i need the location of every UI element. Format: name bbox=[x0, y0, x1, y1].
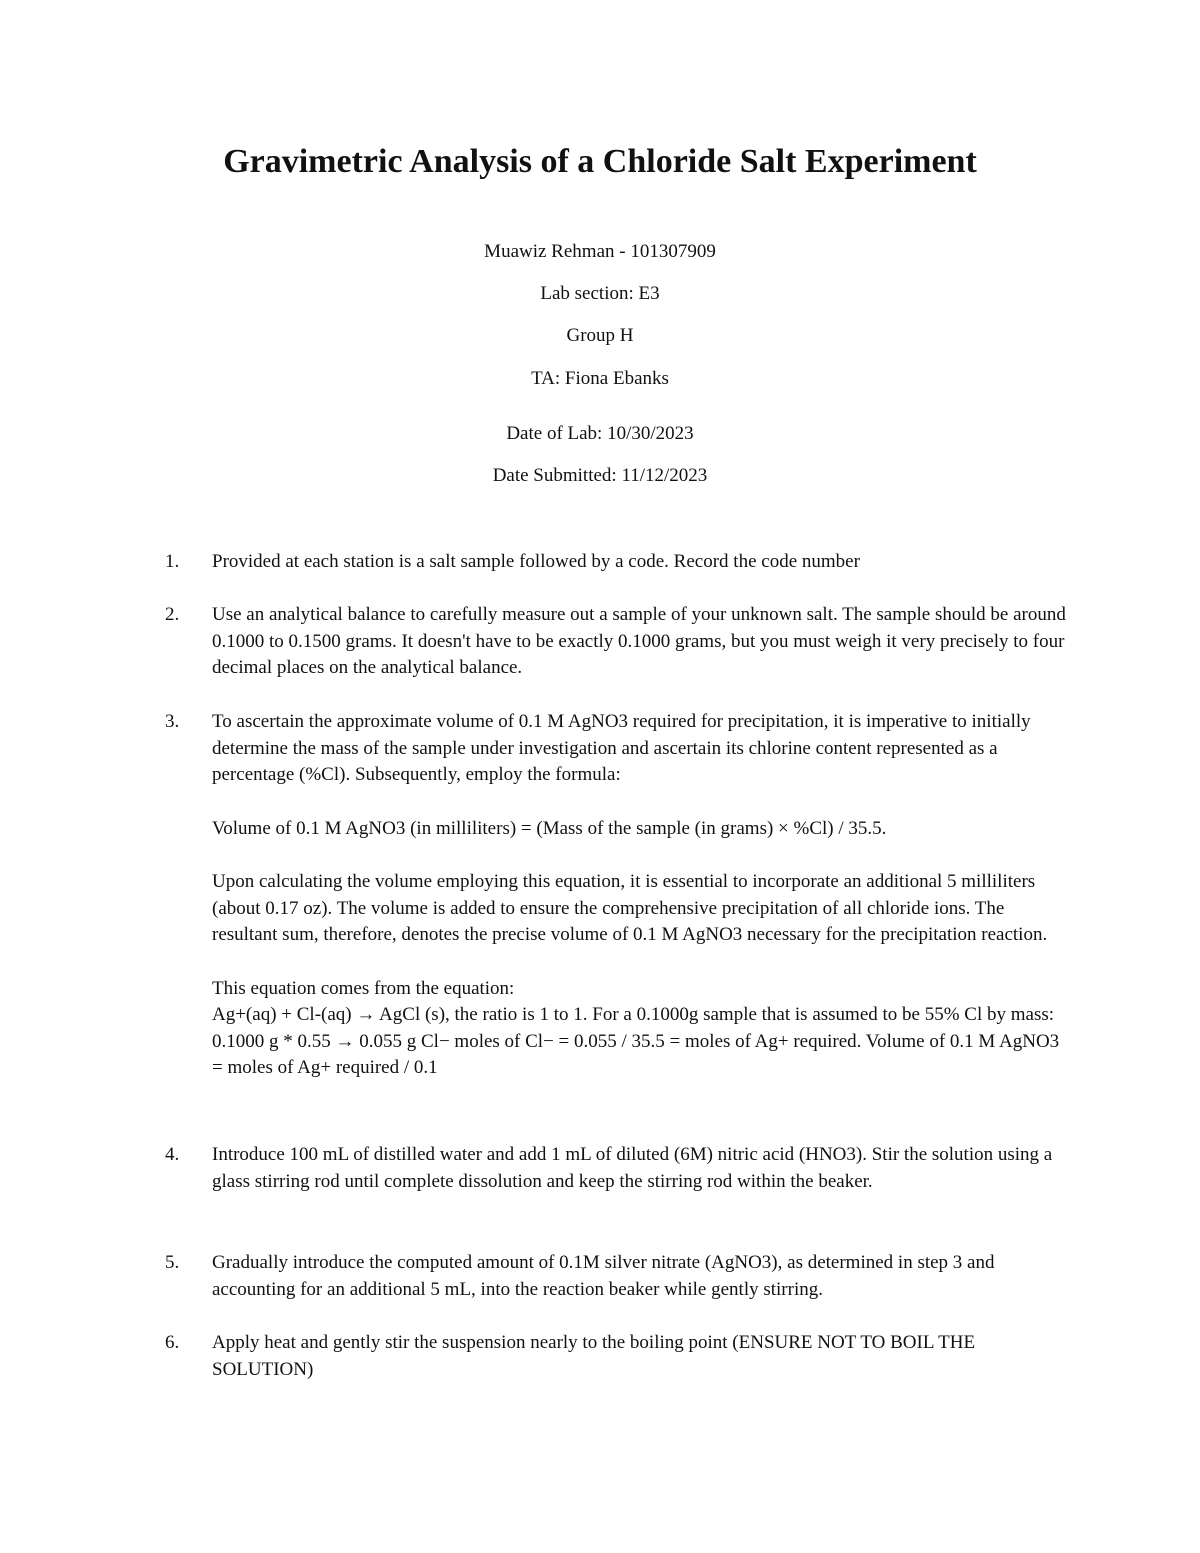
step-text: Provided at each station is a salt sample followed by a code. Record the code number bbox=[212, 551, 860, 572]
document-title: Gravimetric Analysis of a Chloride Salt Experiment bbox=[223, 143, 977, 180]
equation-derivation: Ag+(aq) + Cl-(aq) → AgCl (s), the ratio is 1 to 1. For a 0.1000g sample that is assumed to be 55% Cl by mass: 0.1000 g * 0.55 → 0.055 g Cl− moles of Cl− = 0.055 / 35.5 = moles of Ag+ required. Volume of 0.1 M AgNO3 = moles of Ag+ required / 0.1 bbox=[212, 1004, 1060, 1078]
step-number: 2. bbox=[165, 604, 180, 625]
date-submitted-line: Date Submitted: 11/12/2023 bbox=[492, 465, 708, 486]
ta-line: TA: Fiona Ebanks bbox=[531, 368, 669, 389]
step-text: Introduce 100 mL of distilled water and add 1 mL of diluted (6M) nitric acid (HNO3). Stir the solution using a glass stirring rod until complete dissolution and keep the stirring rod within the beaker. bbox=[212, 1144, 1053, 1192]
lab-section-line: Lab section: E3 bbox=[540, 283, 660, 304]
date-of-lab-line: Date of Lab: 10/30/2023 bbox=[506, 423, 694, 444]
group-line: Group H bbox=[566, 325, 634, 346]
step-number: 4. bbox=[165, 1144, 180, 1165]
step-text: Gradually introduce the computed amount of 0.1M silver nitrate (AgNO3), as determined in step 3 and accounting for an additional 5 mL, into the reaction beaker while gently stirring. bbox=[212, 1252, 995, 1300]
step-text: Upon calculating the volume employing this equation, it is essential to incorporate an additional 5 milliliters (about 0.17 oz). The volume is added to ensure the comprehensive precipitation of all chloride ions. The resultant sum, therefore, denotes the precise volume of 0.1 M AgNO3 necessary for the precipitation reaction. bbox=[212, 871, 1048, 945]
step-number: 1. bbox=[165, 551, 180, 572]
step-number: 5. bbox=[165, 1252, 180, 1273]
equation-intro: This equation comes from the equation: bbox=[212, 977, 515, 999]
volume-formula: Volume of 0.1 M AgNO3 (in milliliters) = (Mass of the sample (in grams) × %Cl) / 35.5. bbox=[212, 817, 887, 839]
step-number: 3. bbox=[165, 711, 180, 732]
author-line: Muawiz Rehman - 101307909 bbox=[484, 241, 716, 262]
step-text: To ascertain the approximate volume of 0.1 M AgNO3 required for precipitation, it is imperative to initially determine the mass of the sample under investigation and ascertain its chlorine content represented as a percentage (%Cl). Subsequently, employ the formula: bbox=[212, 711, 1031, 785]
step-number: 6. bbox=[165, 1332, 180, 1353]
step-text: Apply heat and gently stir the suspension nearly to the boiling point (ENSURE NOT TO BOIL THE SOLUTION) bbox=[212, 1332, 976, 1380]
step-text: Use an analytical balance to carefully measure out a sample of your unknown salt. The sample should be around 0.1000 to 0.1500 grams. It doesn't have to be exactly 0.1000 grams, but you must weigh it very precisely to four decimal places on the analytical balance. bbox=[212, 604, 1066, 678]
